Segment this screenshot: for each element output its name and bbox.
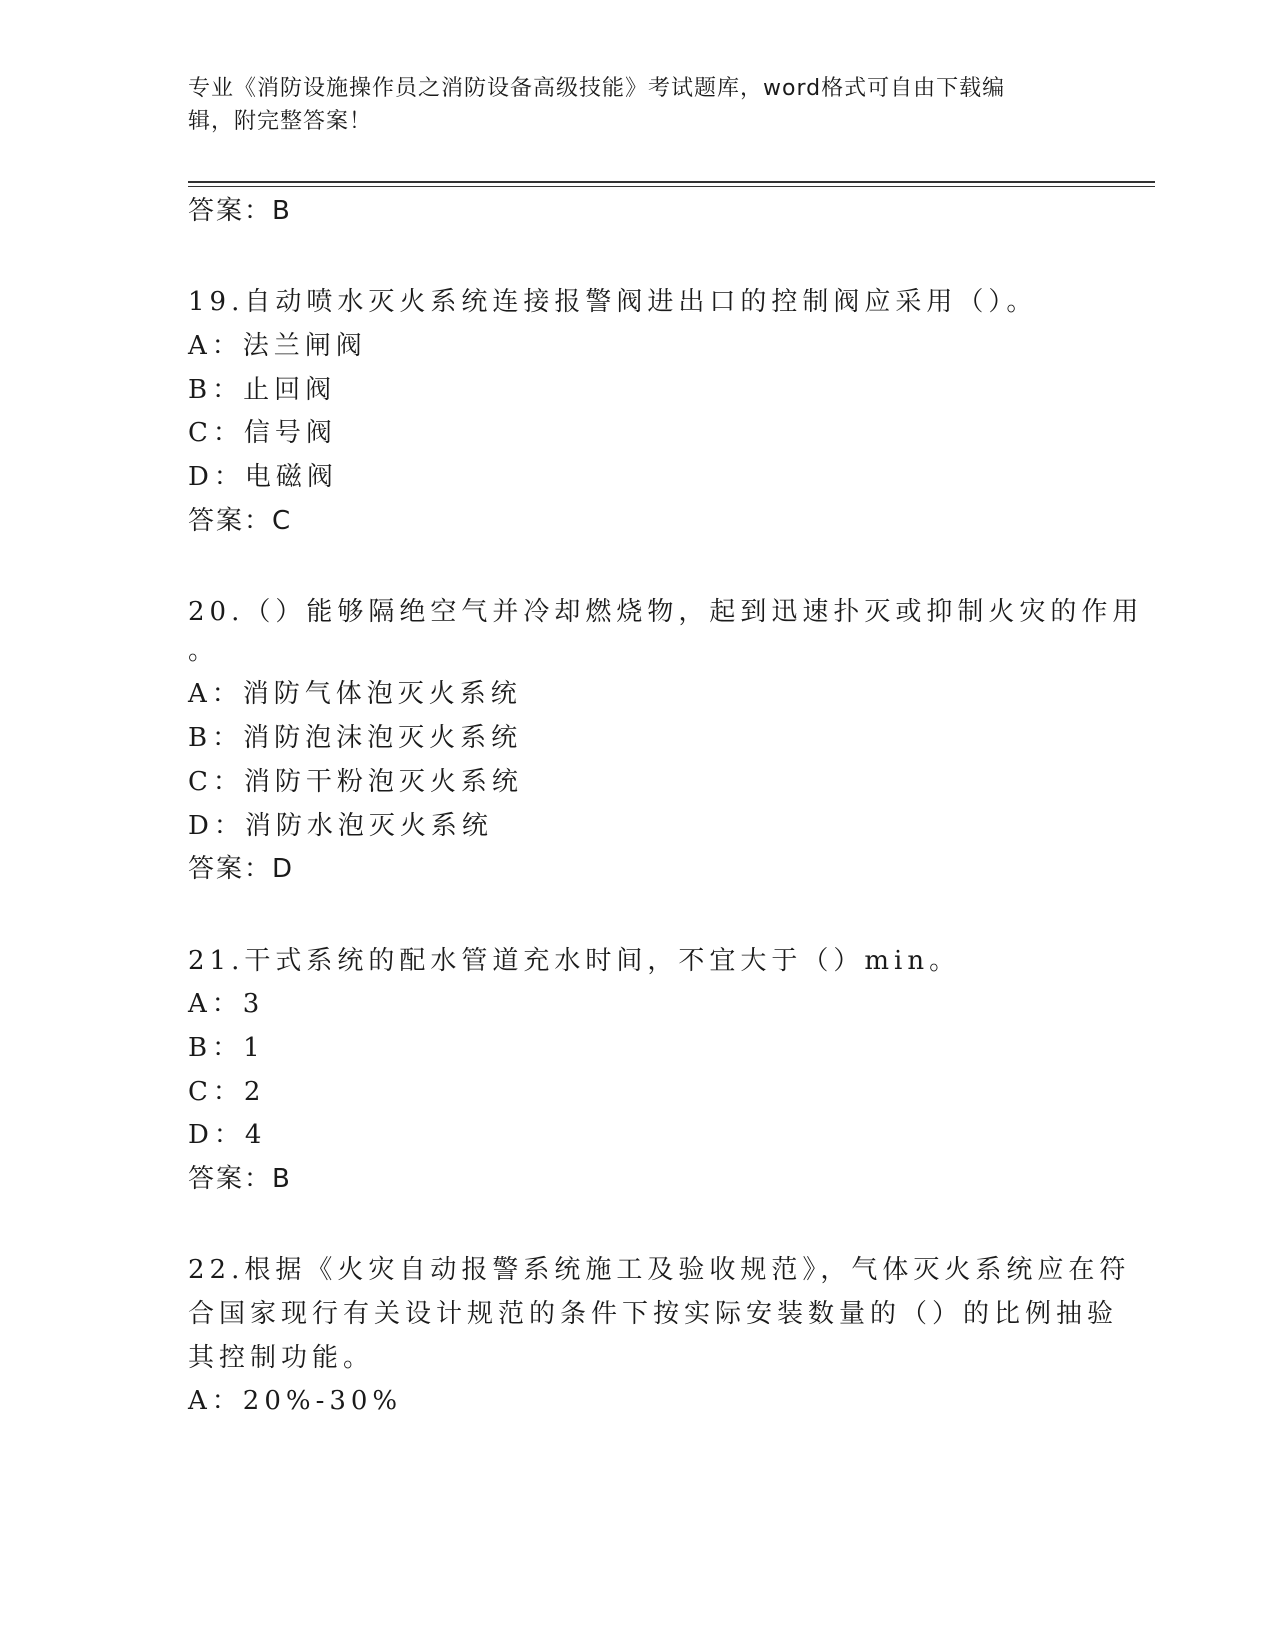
question-22-stem-line-3: 其控制功能。: [188, 1343, 375, 1373]
question-19-option-c: C：信号阀: [188, 418, 337, 448]
question-20-option-d: D：消防水泡灭火系统: [188, 811, 493, 841]
question-20-option-b: B：消防泡沫泡灭火系统: [188, 723, 523, 753]
previous-answer: 答案：B: [188, 196, 292, 226]
question-22-stem-line-2: 合国家现行有关设计规范的条件下按实际安装数量的（）的比例抽验: [188, 1299, 1119, 1329]
question-22-stem-line-1: 22.根据《火灾自动报警系统施工及验收规范》，气体灭火系统应在符: [188, 1255, 1131, 1285]
question-20-answer: 答案：D: [188, 854, 295, 884]
question-19-answer: 答案：C: [188, 506, 293, 536]
header-line-1: 专业《消防设施操作员之消防设备高级技能》考试题库，word格式可自由下载编: [188, 76, 1006, 101]
question-21-option-b: B：1: [188, 1033, 265, 1063]
question-20-option-c: C：消防干粉泡灭火系统: [188, 767, 523, 797]
question-20-option-a: A：消防气体泡灭火系统: [188, 679, 522, 709]
question-20-stem-line-1: 20.（）能够隔绝空气并冷却燃烧物，起到迅速扑灭或抑制火灾的作用: [188, 597, 1144, 627]
question-21-answer: 答案：B: [188, 1164, 292, 1194]
question-19-option-d: D：电磁阀: [188, 462, 338, 492]
document-header: [188, 72, 1068, 138]
question-21-option-c: C：2: [188, 1077, 266, 1107]
question-20-stem-line-2: 。: [188, 636, 220, 666]
header-rule-thin: [188, 186, 1155, 187]
question-22-option-a: A：20%-30%: [188, 1386, 403, 1416]
question-19-option-b: B：止回阀: [188, 375, 337, 405]
question-21-option-a: A：3: [188, 989, 265, 1019]
question-19-option-a: A：法兰闸阀: [188, 331, 367, 361]
header-line-2: 辑，附完整答案！: [188, 109, 373, 134]
question-21-stem: 21.干式系统的配水管道充水时间，不宜大于（）min。: [188, 946, 961, 976]
question-21-option-d: D：4: [188, 1120, 267, 1150]
question-19-stem: 19.自动喷水灭火系统连接报警阀进出口的控制阀应采用（）。: [188, 287, 1038, 317]
header-rule-thick: [188, 181, 1155, 183]
